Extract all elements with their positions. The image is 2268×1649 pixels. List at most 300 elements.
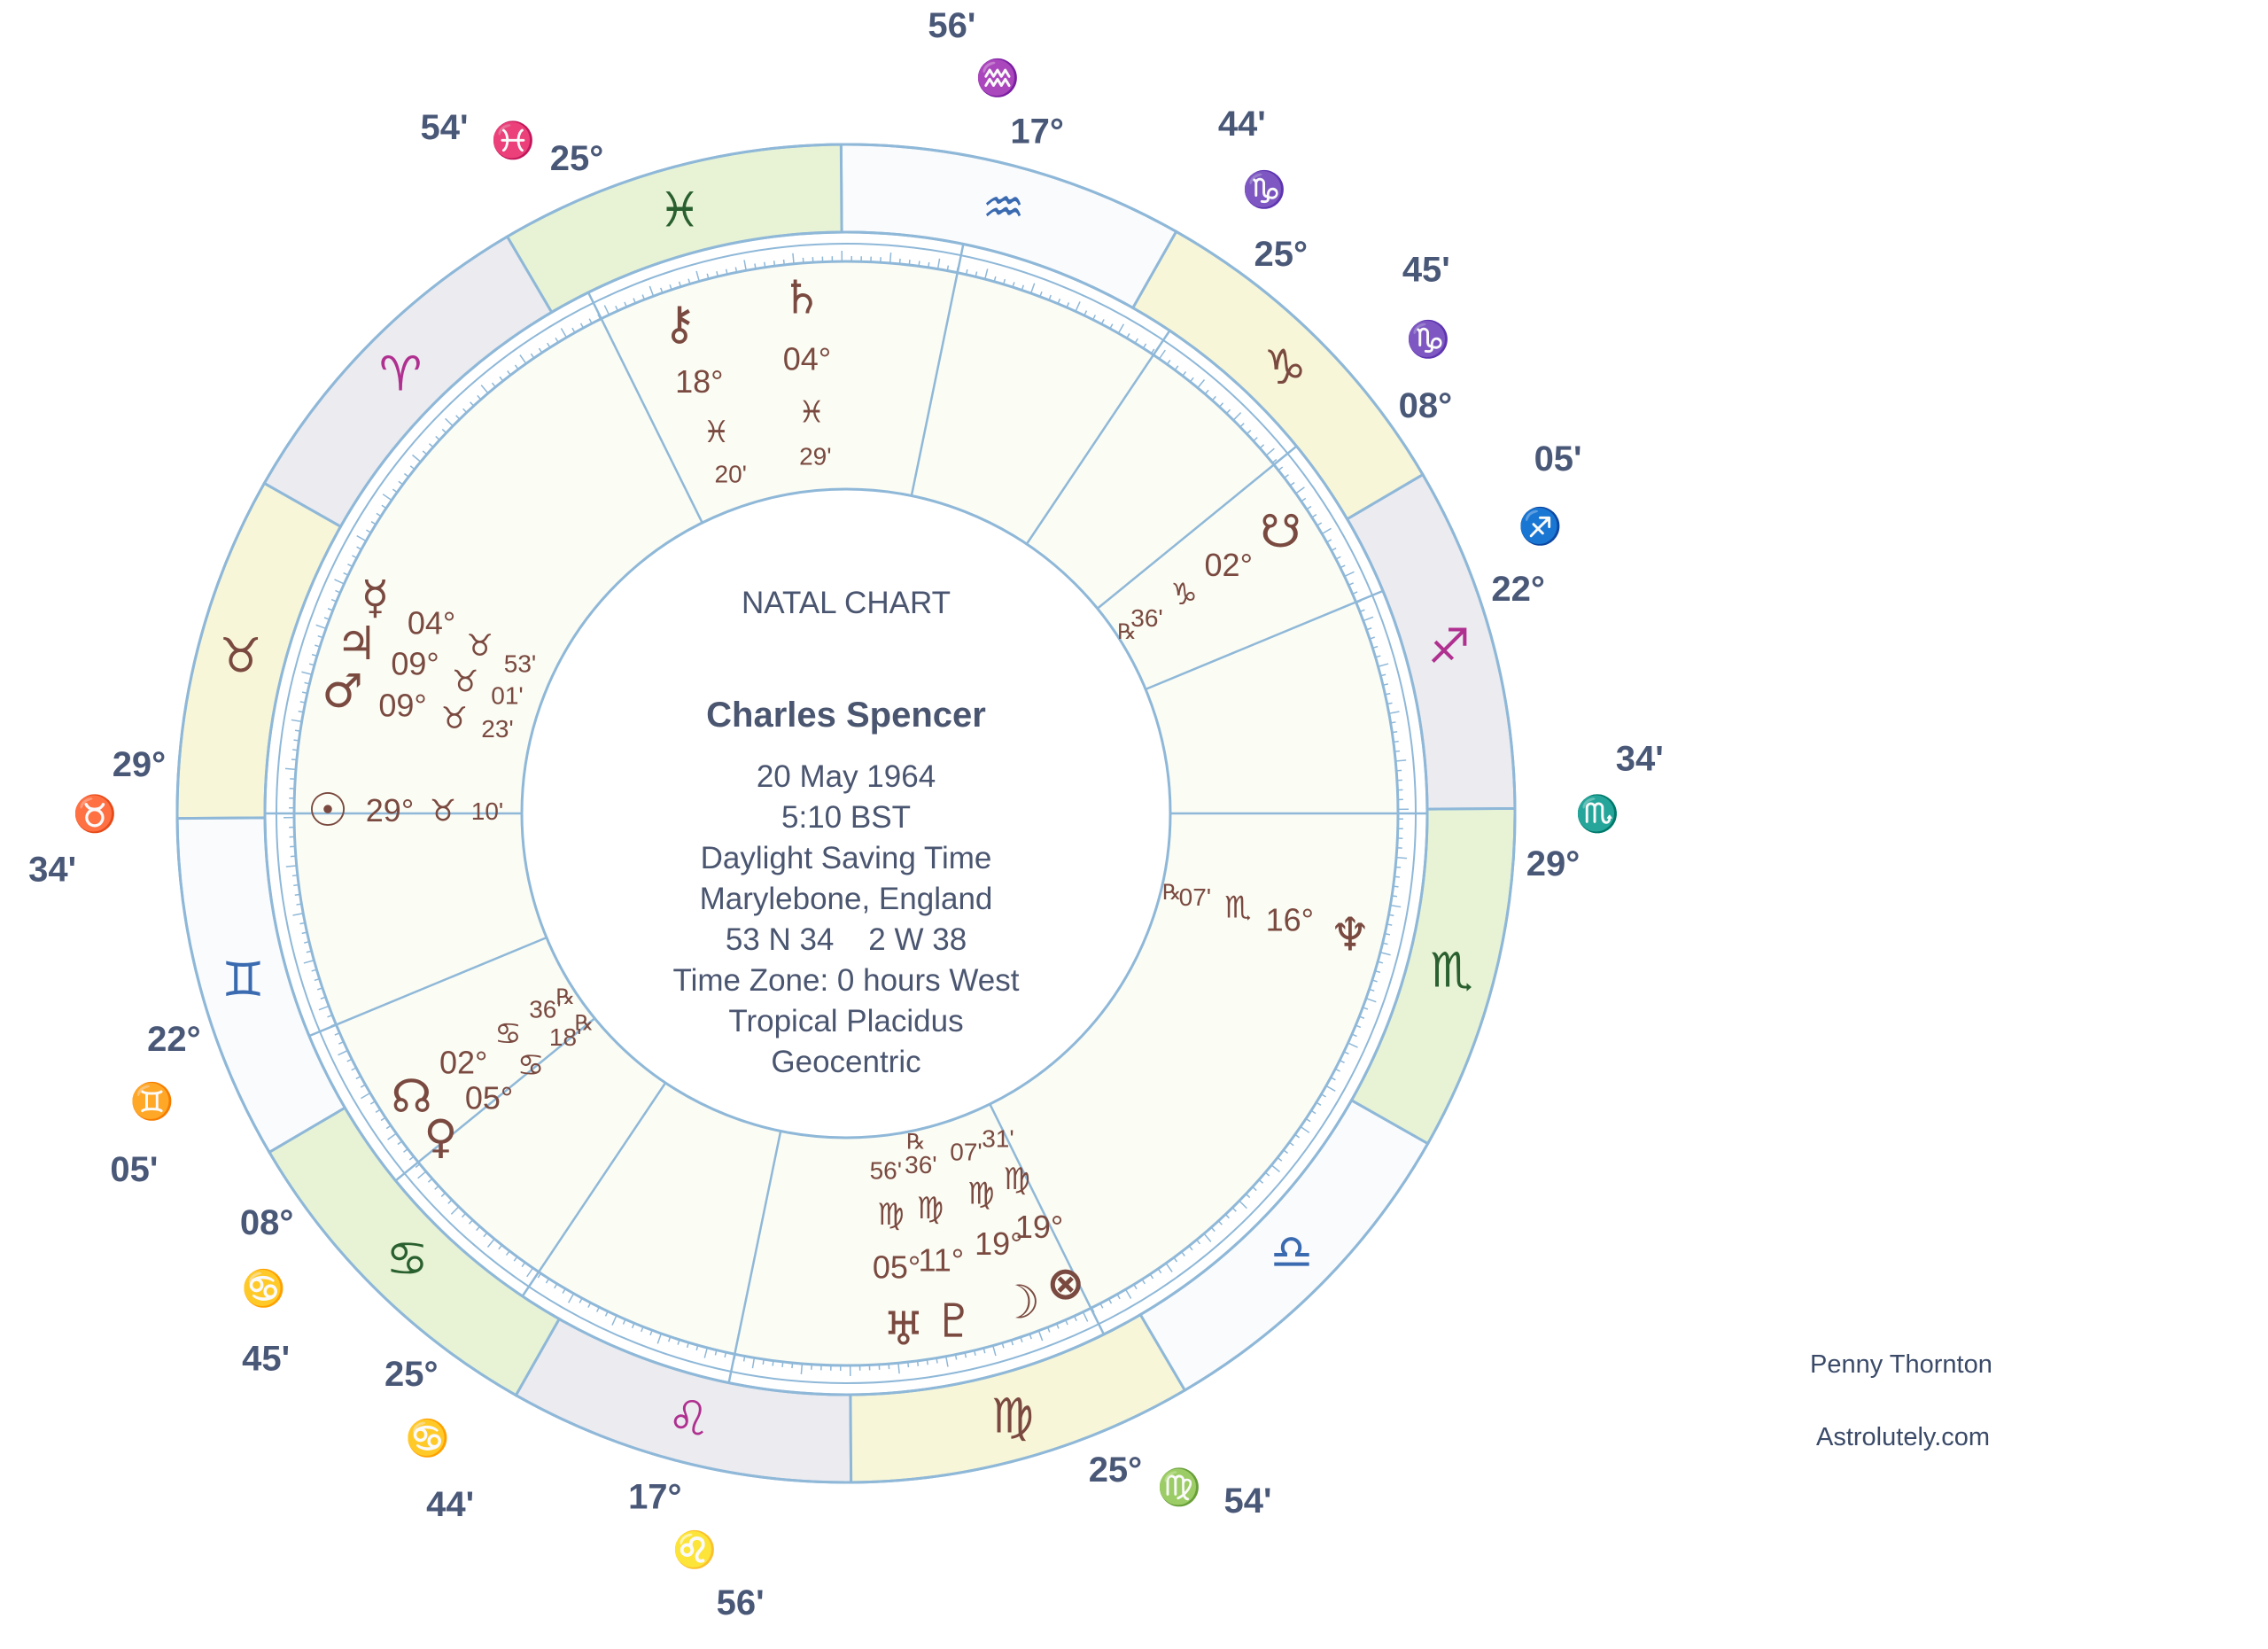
planet-uranus-glyph: ♅ xyxy=(882,1303,925,1357)
degree-tick xyxy=(357,536,366,541)
degree-tick xyxy=(291,719,302,721)
degree-tick xyxy=(604,306,609,315)
degree-tick xyxy=(1058,299,1060,304)
degree-tick xyxy=(1182,1252,1185,1256)
degree-tick xyxy=(1259,1179,1262,1183)
degree-tick xyxy=(1189,1246,1192,1250)
cusp-7-deg: 29° xyxy=(1526,844,1581,883)
planet-chiron-minutes: 20' xyxy=(714,460,748,488)
planet-uranus-degree: 05° xyxy=(872,1248,921,1286)
degree-tick xyxy=(1158,1269,1161,1273)
degree-tick xyxy=(292,875,298,876)
cusp-9-min: 45' xyxy=(1402,250,1450,290)
planet-mercury-degree: 04° xyxy=(407,604,456,642)
degree-tick xyxy=(520,355,526,364)
degree-tick xyxy=(1076,301,1080,311)
planet-uranus-minutes: 56' xyxy=(869,1156,903,1185)
cusp-9-deg: 08° xyxy=(1398,386,1453,426)
degree-tick xyxy=(1232,1208,1236,1211)
degree-tick xyxy=(361,1093,369,1099)
degree-tick xyxy=(569,1294,574,1303)
cusp-3-min: 45' xyxy=(242,1339,291,1379)
degree-tick xyxy=(1295,1134,1300,1137)
degree-tick xyxy=(436,436,439,439)
degree-tick xyxy=(1392,732,1397,733)
degree-tick xyxy=(377,513,381,516)
degree-tick xyxy=(477,1226,480,1230)
degree-tick xyxy=(1247,431,1250,434)
degree-tick xyxy=(704,1348,707,1358)
planet-north-node-retrograde: ℞ xyxy=(555,984,575,1010)
degree-tick xyxy=(1246,1194,1249,1197)
sign-glyph-capricorn: ♑ xyxy=(1263,339,1307,396)
degree-tick xyxy=(1197,1240,1200,1244)
sign-glyph-sagittarius: ♐ xyxy=(1427,618,1471,675)
degree-tick xyxy=(293,740,299,741)
cusp-12-min: 54' xyxy=(420,107,469,147)
sign-glyph-leo: ♌ xyxy=(667,1390,711,1447)
planet-mercury-minutes: 53' xyxy=(503,649,537,678)
planet-part-of-fortune-minutes: 31' xyxy=(982,1124,1014,1153)
degree-tick xyxy=(418,1171,426,1178)
cusp-6-deg: 25° xyxy=(1088,1451,1143,1490)
degree-tick xyxy=(1394,886,1399,887)
degree-tick xyxy=(744,260,746,270)
degree-tick xyxy=(291,759,297,760)
planet-moon-degree: 19° xyxy=(975,1225,1023,1262)
degree-tick xyxy=(946,1357,948,1367)
degree-tick xyxy=(522,1263,524,1267)
degree-tick xyxy=(1031,284,1035,293)
cusp-5-sign: ♌ xyxy=(672,1530,717,1570)
degree-tick xyxy=(423,451,427,455)
chart-title: NATAL CHART xyxy=(742,586,951,620)
cusp-3-deg: 08° xyxy=(239,1202,294,1242)
time-type: Daylight Saving Time xyxy=(700,841,992,875)
planet-part-of-fortune-sign: ♍ xyxy=(1003,1162,1030,1198)
degree-tick xyxy=(441,1193,445,1196)
degree-tick xyxy=(763,1359,764,1365)
degree-tick xyxy=(1284,1150,1288,1154)
cusp-10-min: 44' xyxy=(1217,105,1266,144)
planet-chiron-sign: ♓ xyxy=(703,415,730,451)
planet-mars-degree: 09° xyxy=(378,687,427,724)
planet-north-node-sign: ♋ xyxy=(494,1015,522,1052)
degree-tick xyxy=(487,1239,494,1247)
degree-tick xyxy=(1211,1227,1215,1231)
degree-tick xyxy=(286,866,297,867)
planet-mercury-glyph: ☿ xyxy=(361,571,390,625)
degree-tick xyxy=(1392,896,1397,897)
degree-tick xyxy=(784,260,785,265)
degree-tick xyxy=(774,261,775,266)
degree-tick xyxy=(1312,515,1317,517)
planet-north-node-minutes: 36' xyxy=(529,995,562,1023)
cusp-2-min: 05' xyxy=(110,1149,159,1189)
cusp-3-sign: ♋ xyxy=(241,1269,286,1309)
degree-tick xyxy=(382,505,386,508)
degree-tick xyxy=(1379,664,1389,666)
cusp-11-min: 56' xyxy=(928,5,976,45)
degree-tick xyxy=(1233,413,1240,421)
degree-tick xyxy=(1254,438,1257,441)
degree-tick xyxy=(1394,751,1400,752)
degree-tick xyxy=(1301,1126,1309,1132)
degree-tick xyxy=(792,1363,793,1368)
degree-tick xyxy=(506,1251,509,1256)
website-credit: Astrolutely.com xyxy=(1816,1423,1991,1451)
degree-tick xyxy=(782,1362,783,1367)
planet-saturn-glyph: ♄ xyxy=(781,271,823,325)
degree-tick xyxy=(898,1363,899,1373)
sign-glyph-libra: ♎ xyxy=(1270,1224,1314,1280)
degree-tick xyxy=(399,481,403,485)
degree-tick xyxy=(899,259,900,264)
degree-tick xyxy=(1363,617,1373,620)
degree-tick xyxy=(392,489,397,492)
planet-neptune-glyph: ♆ xyxy=(1329,908,1371,962)
degree-tick xyxy=(548,343,550,347)
degree-tick xyxy=(1219,403,1223,407)
planet-pluto-degree: 11° xyxy=(918,1241,965,1279)
degree-tick xyxy=(1394,876,1400,877)
planet-saturn-minutes: 29' xyxy=(799,442,832,471)
degree-tick xyxy=(1345,572,1355,576)
coordinates: 53 N 34 2 W 38 xyxy=(725,922,967,957)
degree-tick xyxy=(985,268,988,279)
degree-tick xyxy=(1391,722,1396,723)
planet-venus-minutes: 18' xyxy=(548,1023,582,1052)
cusp-10-deg: 25° xyxy=(1254,235,1309,275)
cusp-10-sign: ♑ xyxy=(1242,170,1287,210)
degree-tick xyxy=(649,286,653,296)
planet-jupiter-glyph: ♃ xyxy=(336,617,377,671)
cusp-8-sign: ♐ xyxy=(1518,507,1563,547)
degree-tick xyxy=(478,395,481,399)
degree-tick xyxy=(1150,1274,1153,1279)
planet-pluto-retrograde: ℞ xyxy=(906,1129,926,1155)
cusp-1-min: 34' xyxy=(28,850,77,890)
planet-saturn-sign: ♓ xyxy=(797,394,826,431)
planet-neptune-degree: 16° xyxy=(1265,901,1315,938)
degree-tick xyxy=(793,253,794,264)
degree-tick xyxy=(429,444,432,447)
degree-tick xyxy=(612,1316,617,1326)
degree-tick xyxy=(451,1207,458,1215)
degree-tick xyxy=(531,354,533,358)
degree-tick xyxy=(657,1334,661,1343)
degree-tick xyxy=(448,1200,452,1203)
house-system: Tropical Placidus xyxy=(728,1004,964,1038)
degree-tick xyxy=(1301,498,1306,501)
planet-venus-glyph: ♀ xyxy=(423,1110,458,1164)
degree-tick xyxy=(292,750,298,751)
degree-tick xyxy=(514,1256,517,1261)
degree-tick xyxy=(1271,1165,1279,1172)
planet-jupiter-degree: 09° xyxy=(391,645,439,682)
degree-tick xyxy=(1366,999,1376,1002)
degree-tick xyxy=(386,1125,391,1128)
degree-tick xyxy=(633,1323,634,1328)
planet-sun-sign: ♉ xyxy=(429,793,457,829)
planet-chiron-glyph: ⚷ xyxy=(662,297,696,351)
planet-neptune-retrograde: ℞ xyxy=(1161,879,1182,905)
planet-neptune-sign: ♏ xyxy=(1224,890,1252,926)
degree-tick xyxy=(1190,377,1193,382)
degree-tick xyxy=(413,455,421,462)
planet-moon-glyph: ☽ xyxy=(998,1276,1041,1330)
planet-mars-sign: ♉ xyxy=(440,701,469,737)
degree-tick xyxy=(334,579,344,584)
cusp-5-min: 56' xyxy=(716,1583,765,1623)
degree-tick xyxy=(993,1346,996,1357)
degree-tick xyxy=(1057,1324,1059,1329)
cusp-2-sign: ♊ xyxy=(129,1082,175,1122)
degree-tick xyxy=(1380,953,1391,955)
degree-tick xyxy=(1307,506,1311,509)
degree-tick xyxy=(938,259,940,269)
sign-glyph-taurus: ♉ xyxy=(219,627,262,684)
degree-tick xyxy=(755,264,756,269)
degree-tick xyxy=(1265,1172,1270,1176)
degree-tick xyxy=(1390,906,1401,907)
sign-glyph-cancer: ♋ xyxy=(385,1230,429,1287)
degree-tick xyxy=(410,466,415,470)
planet-pluto-minutes: 36' xyxy=(905,1150,937,1178)
planet-sun-glyph: ☉ xyxy=(307,784,349,838)
cusp-8-deg: 22° xyxy=(1491,570,1545,610)
degree-tick xyxy=(435,1186,439,1189)
degree-tick xyxy=(1174,1257,1177,1262)
planet-north-node-degree: 02° xyxy=(439,1044,488,1081)
degree-tick xyxy=(1167,360,1169,364)
degree-tick xyxy=(331,600,337,602)
degree-tick xyxy=(404,473,408,477)
planet-south-node-retrograde: ℞ xyxy=(1117,618,1137,644)
degree-tick xyxy=(1389,712,1400,713)
cusp-4-sign: ♋ xyxy=(405,1419,450,1458)
degree-tick xyxy=(1159,350,1165,359)
degree-tick xyxy=(1118,324,1123,333)
degree-tick xyxy=(1326,1085,1335,1091)
degree-tick xyxy=(388,1133,397,1140)
cusp-12-sign: ♓ xyxy=(490,121,535,160)
degree-tick xyxy=(481,385,488,393)
degree-tick xyxy=(515,365,518,369)
degree-tick xyxy=(1038,1331,1042,1341)
planet-saturn-degree: 04° xyxy=(782,340,832,377)
degree-tick xyxy=(927,1359,928,1365)
cusp-6-sign: ♍ xyxy=(1157,1468,1202,1508)
cusp-5-deg: 17° xyxy=(628,1477,682,1517)
degree-tick xyxy=(456,416,460,419)
degree-tick xyxy=(527,1268,533,1277)
degree-tick xyxy=(285,768,296,769)
degree-tick xyxy=(383,494,392,501)
degree-tick xyxy=(1322,528,1331,533)
degree-tick xyxy=(1143,344,1146,348)
degree-tick xyxy=(936,1358,937,1364)
time-zone: Time Zone: 0 hours West xyxy=(672,963,1020,998)
degree-tick xyxy=(1226,409,1230,413)
planet-part-of-fortune-glyph: ⊗ xyxy=(1045,1257,1085,1311)
planet-pluto-sign: ♍ xyxy=(916,1190,944,1226)
sign-glyph-pisces: ♓ xyxy=(657,182,702,238)
planet-sun-minutes: 10' xyxy=(470,797,504,825)
degree-tick xyxy=(696,271,699,282)
degree-tick xyxy=(1278,467,1283,471)
planet-jupiter-sign: ♉ xyxy=(452,664,479,700)
planet-venus-degree: 05° xyxy=(464,1079,514,1116)
degree-tick xyxy=(304,961,315,963)
planet-part-of-fortune-degree: 19° xyxy=(1014,1209,1064,1246)
cusp-4-deg: 25° xyxy=(384,1354,439,1394)
planet-mars-glyph: ♂ xyxy=(322,665,363,719)
degree-tick xyxy=(1290,482,1294,486)
cusp-12-deg: 25° xyxy=(549,138,604,178)
degree-tick xyxy=(1396,858,1407,859)
degree-tick xyxy=(500,377,503,381)
planet-venus-sign: ♋ xyxy=(517,1047,545,1084)
planet-south-node-sign: ♑ xyxy=(1170,576,1198,612)
cusp-7-min: 34' xyxy=(1615,739,1664,779)
degree-tick xyxy=(1260,445,1263,448)
degree-tick xyxy=(1183,371,1186,376)
degree-tick xyxy=(1198,380,1205,388)
birth-time: 5:10 BST xyxy=(781,800,911,835)
cusp-1-deg: 29° xyxy=(112,745,167,785)
planet-south-node-degree: 02° xyxy=(1204,546,1253,583)
degree-tick xyxy=(928,262,929,268)
cusp-1-sign: ♉ xyxy=(73,795,117,834)
degree-tick xyxy=(918,1361,919,1366)
degree-tick xyxy=(338,1051,348,1055)
degree-tick xyxy=(561,328,566,337)
degree-tick xyxy=(442,429,446,432)
degree-tick xyxy=(1285,475,1289,478)
planet-jupiter-minutes: 01' xyxy=(491,681,524,710)
planet-sun-degree: 29° xyxy=(365,792,415,829)
cusp-7-sign: ♏ xyxy=(1575,795,1619,834)
degree-tick xyxy=(909,260,910,265)
degree-tick xyxy=(462,1213,465,1217)
degree-tick xyxy=(539,348,541,353)
degree-tick xyxy=(404,1149,408,1153)
planet-chiron-degree: 18° xyxy=(675,362,724,400)
degree-tick xyxy=(319,1006,329,1009)
planet-uranus-sign: ♍ xyxy=(877,1197,905,1233)
degree-tick xyxy=(292,914,303,915)
cusp-11-sign: ♒ xyxy=(975,58,1021,98)
cusp-2-deg: 22° xyxy=(147,1019,201,1059)
degree-tick xyxy=(1225,1214,1229,1217)
degree-tick xyxy=(508,371,511,376)
degree-tick xyxy=(1266,448,1274,455)
degree-tick xyxy=(1204,1233,1211,1241)
degree-tick xyxy=(1205,390,1208,394)
degree-tick xyxy=(484,1233,487,1237)
degree-tick xyxy=(1306,1118,1310,1121)
degree-tick xyxy=(398,1141,402,1145)
degree-tick xyxy=(1278,1157,1282,1161)
degree-tick xyxy=(919,261,920,266)
degree-tick xyxy=(428,1178,431,1182)
sign-glyph-gemini: ♊ xyxy=(221,951,265,1007)
cusp-8-min: 05' xyxy=(1534,439,1582,479)
degree-tick xyxy=(316,625,326,628)
degree-tick xyxy=(469,1220,472,1224)
degree-tick xyxy=(1126,1289,1131,1298)
cusp-4-min: 44' xyxy=(426,1484,475,1524)
degree-tick xyxy=(908,1362,909,1367)
author-credit: Penny Thornton xyxy=(1810,1350,1992,1379)
degree-tick xyxy=(1175,366,1178,370)
planet-north-node-glyph: ☊ xyxy=(391,1070,432,1124)
degree-tick xyxy=(1240,424,1244,427)
planet-south-node-glyph: ☋ xyxy=(1260,505,1301,559)
cusp-11-deg: 17° xyxy=(1010,112,1064,152)
degree-tick xyxy=(293,885,299,886)
degree-tick xyxy=(1212,396,1216,400)
degree-tick xyxy=(1289,1142,1293,1146)
birth-place: Marylebone, England xyxy=(699,882,993,916)
degree-tick xyxy=(1253,1186,1256,1190)
birth-date: 20 May 1964 xyxy=(756,759,936,794)
degree-tick xyxy=(752,1357,754,1368)
degree-tick xyxy=(1394,742,1399,743)
sign-glyph-scorpio: ♏ xyxy=(1430,942,1473,999)
degree-tick xyxy=(295,894,300,895)
cusp-9-sign: ♑ xyxy=(1406,320,1451,360)
degree-tick xyxy=(493,383,496,387)
degree-tick xyxy=(409,1156,414,1160)
degree-tick xyxy=(1348,1043,1358,1047)
person-name: Charles Spencer xyxy=(706,696,986,735)
planet-venus-retrograde: ℞ xyxy=(574,1010,594,1036)
planet-mars-minutes: 23' xyxy=(481,714,514,743)
planet-south-node-minutes: 36' xyxy=(1130,604,1163,633)
degree-tick xyxy=(297,904,302,905)
degree-tick xyxy=(499,1245,502,1249)
planet-mercury-sign: ♉ xyxy=(466,627,493,664)
degree-tick xyxy=(1395,760,1406,761)
sign-glyph-aquarius: ♒ xyxy=(982,179,1025,236)
perspective: Geocentric xyxy=(771,1045,921,1079)
degree-tick xyxy=(376,1109,380,1112)
sign-glyph-aries: ♈ xyxy=(378,346,423,402)
planet-moon-sign: ♍ xyxy=(967,1176,995,1212)
degree-tick xyxy=(890,253,891,263)
degree-tick xyxy=(1355,1025,1361,1027)
degree-tick xyxy=(295,730,300,731)
degree-tick xyxy=(633,299,635,304)
degree-tick xyxy=(546,1279,548,1283)
planet-moon-minutes: 07' xyxy=(950,1138,983,1166)
degree-tick xyxy=(1142,1280,1145,1284)
degree-tick xyxy=(446,418,454,425)
degree-tick xyxy=(301,672,312,674)
degree-tick xyxy=(381,1117,385,1120)
degree-tick xyxy=(1296,487,1305,494)
degree-tick xyxy=(1084,1312,1088,1322)
planet-neptune-minutes: 07' xyxy=(1178,883,1212,912)
degree-tick xyxy=(801,1364,802,1374)
planet-pluto-glyph: ♇ xyxy=(933,1295,975,1349)
cusp-6-min: 54' xyxy=(1223,1482,1272,1521)
degree-tick xyxy=(1239,1201,1247,1208)
degree-tick xyxy=(470,402,474,406)
degree-tick xyxy=(1166,1264,1172,1272)
